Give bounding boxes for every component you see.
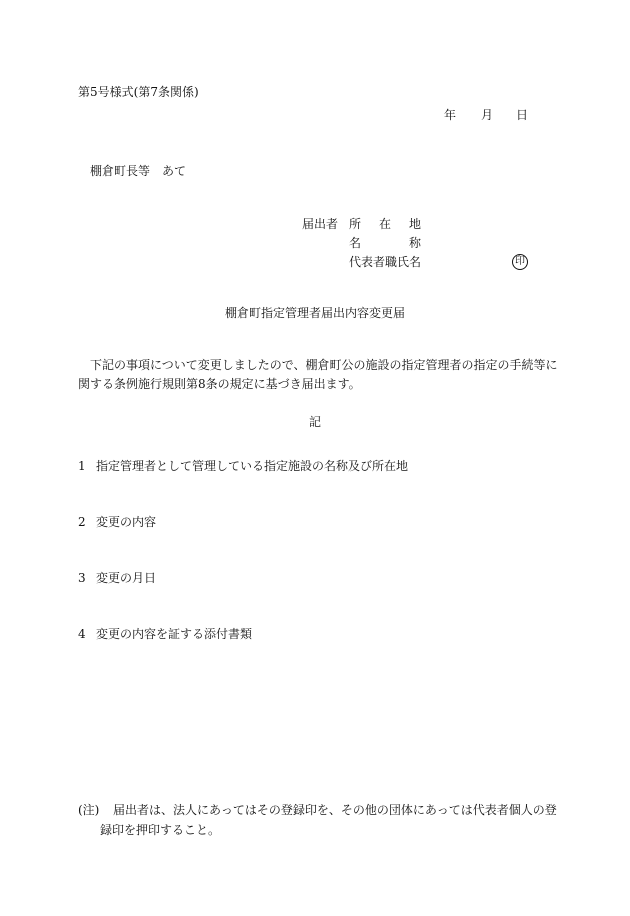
item-text: 変更の内容 bbox=[96, 515, 157, 529]
date-month-label: 月 bbox=[481, 108, 494, 122]
address-label: 所 在 地 bbox=[349, 217, 421, 231]
seal-mark: 印 bbox=[512, 254, 528, 270]
ki-heading: 記 bbox=[308, 415, 321, 429]
item-text: 変更の月日 bbox=[96, 571, 157, 585]
list-item bbox=[78, 627, 252, 641]
form-number: 第5号様式(第7条関係) bbox=[78, 85, 199, 99]
item-number: 3 bbox=[78, 571, 86, 585]
name-label: 名 称 bbox=[349, 236, 421, 250]
item-number: 1 bbox=[78, 459, 86, 473]
document-title: 棚倉町指定管理者届出内容変更届 bbox=[224, 306, 405, 320]
addressee: 棚倉町長等 あて bbox=[90, 164, 187, 178]
date-year-label: 年 bbox=[444, 108, 457, 122]
list-item bbox=[78, 459, 408, 473]
note-line: 届出者は、法人にあってはその登録印を、その他の団体にあっては代表者個人の登 bbox=[113, 803, 557, 817]
body-line: 下記の事項について変更しましたので、棚倉町公の施設の指定管理者の指定の手続等に bbox=[90, 358, 558, 372]
list-item bbox=[78, 571, 156, 585]
note-label: (注) bbox=[78, 803, 100, 817]
item-number: 4 bbox=[78, 627, 86, 641]
item-number: 2 bbox=[78, 515, 86, 529]
list-item bbox=[78, 515, 156, 529]
body-line: 関する条例施行規則第8条の規定に基づき届出ます。 bbox=[78, 377, 361, 391]
item-text: 変更の内容を証する添付書類 bbox=[96, 627, 253, 641]
representative-label: 代表者職氏名 bbox=[349, 255, 422, 269]
applicant-label: 届出者 bbox=[302, 217, 339, 231]
note-line: 録印を押印すること。 bbox=[100, 823, 221, 837]
date-day-label: 日 bbox=[516, 108, 529, 122]
item-text: 指定管理者として管理している指定施設の名称及び所在地 bbox=[96, 459, 409, 473]
